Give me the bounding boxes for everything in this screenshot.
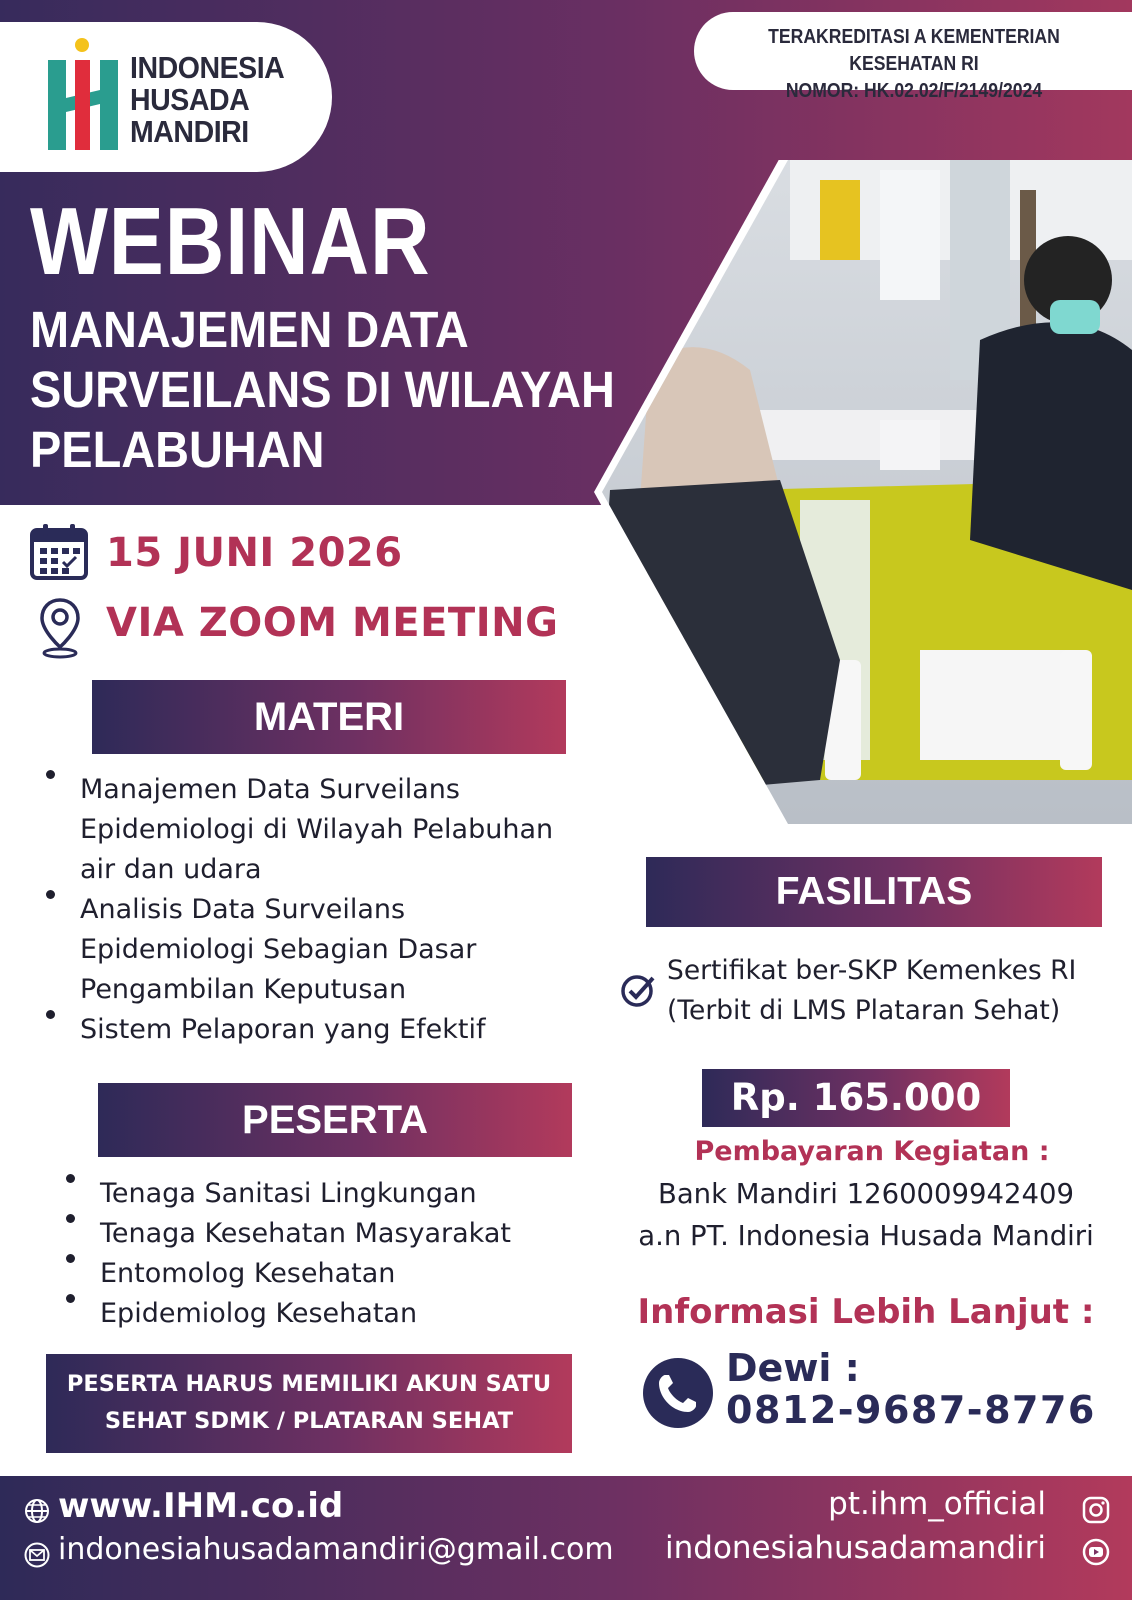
price-badge: Rp. 165.000 [702,1069,1010,1127]
note-line: SEHAT SDMK / PLATARAN SEHAT [104,1408,514,1434]
email-link[interactable]: indonesiahusadamandiri@gmail.com [58,1532,614,1567]
logo-line: MANDIRI [130,114,249,149]
list-item-line: Epidemiologi Sebagian Dasar [80,934,477,965]
event-location: VIA ZOOM MEETING [106,600,559,646]
contact-label: Informasi Lebih Lanjut : [637,1292,1095,1332]
webinar-topic [30,300,619,480]
topic-line: MANAJEMEN DATA [30,301,469,358]
check-circle-icon [620,972,656,1008]
materi-list [46,770,553,1050]
list-item-line: air dan udara [80,854,262,885]
ihm-logo-icon [48,38,120,150]
email-icon [24,1542,50,1568]
calendar-icon [30,522,88,580]
event-photo [590,160,1132,840]
account-holder: a.n PT. Indonesia Husada Mandiri [638,1220,1094,1252]
peserta-heading: PESERTA [98,1083,572,1157]
instagram-handle[interactable]: pt.ihm_official [828,1486,1046,1522]
list-item: Tenaga Sanitasi Lingkungan [66,1174,511,1214]
topic-line: SURVEILANS DI WILAYAH [30,361,615,418]
list-item [46,770,553,890]
accreditation-badge [694,12,1132,102]
youtube-icon[interactable] [1082,1538,1110,1566]
list-item: Entomolog Kesehatan [66,1254,511,1294]
facility-line: Sertifikat ber-SKP Kemenkes RI [667,955,1077,986]
event-date: 15 JUNI 2026 [106,530,403,576]
youtube-channel[interactable]: indonesiahusadamandiri [665,1530,1046,1566]
list-item-line: Sistem Pelaporan yang Efektif [80,1014,486,1045]
instagram-icon[interactable] [1082,1496,1110,1524]
list-item-line: Pengambilan Keputusan [80,974,407,1005]
list-item [46,890,553,1010]
globe-icon [24,1498,50,1524]
website-link[interactable]: www.IHM.co.id [58,1486,344,1526]
materi-heading: MATERI [92,680,566,754]
list-item: Tenaga Kesehatan Masyarakat [66,1214,511,1254]
list-item: Epidemiolog Kesehatan [66,1294,511,1334]
list-item-line: Manajemen Data Surveilans [80,774,460,805]
logo-line: HUSADA [130,82,250,117]
payment-label: Pembayaran Kegiatan : [694,1136,1050,1167]
facility-item [667,951,1127,1031]
contact-name: Dewi : [726,1346,860,1390]
phone-icon [643,1358,713,1428]
bank-account: Bank Mandiri 1260009942409 [657,1178,1075,1210]
fasilitas-heading: FASILITAS [646,857,1102,927]
accreditation-number: NOMOR: HK.02.02/F/2149/2024 [785,80,1043,102]
accreditation-line: TERAKREDITASI A KEMENTERIAN KESEHATAN RI [768,26,1060,75]
list-item [46,1010,553,1050]
contact-phone[interactable]: 0812-9687-8776 [726,1388,1096,1432]
location-pin-icon [38,597,82,659]
list-item-line: Epidemiologi di Wilayah Pelabuhan [80,814,554,845]
topic-line: PELABUHAN [30,421,325,478]
note-line: PESERTA HARUS MEMILIKI AKUN SATU [66,1371,552,1397]
page-title: WEBINAR [30,188,431,295]
footer [0,1476,1132,1600]
requirement-note [46,1354,572,1453]
logo-wordmark [130,52,284,148]
logo-line: INDONESIA [130,50,285,85]
peserta-list [66,1174,511,1334]
list-item-line: Analisis Data Surveilans [80,894,406,925]
facility-line: (Terbit di LMS Plataran Sehat) [667,995,1061,1026]
